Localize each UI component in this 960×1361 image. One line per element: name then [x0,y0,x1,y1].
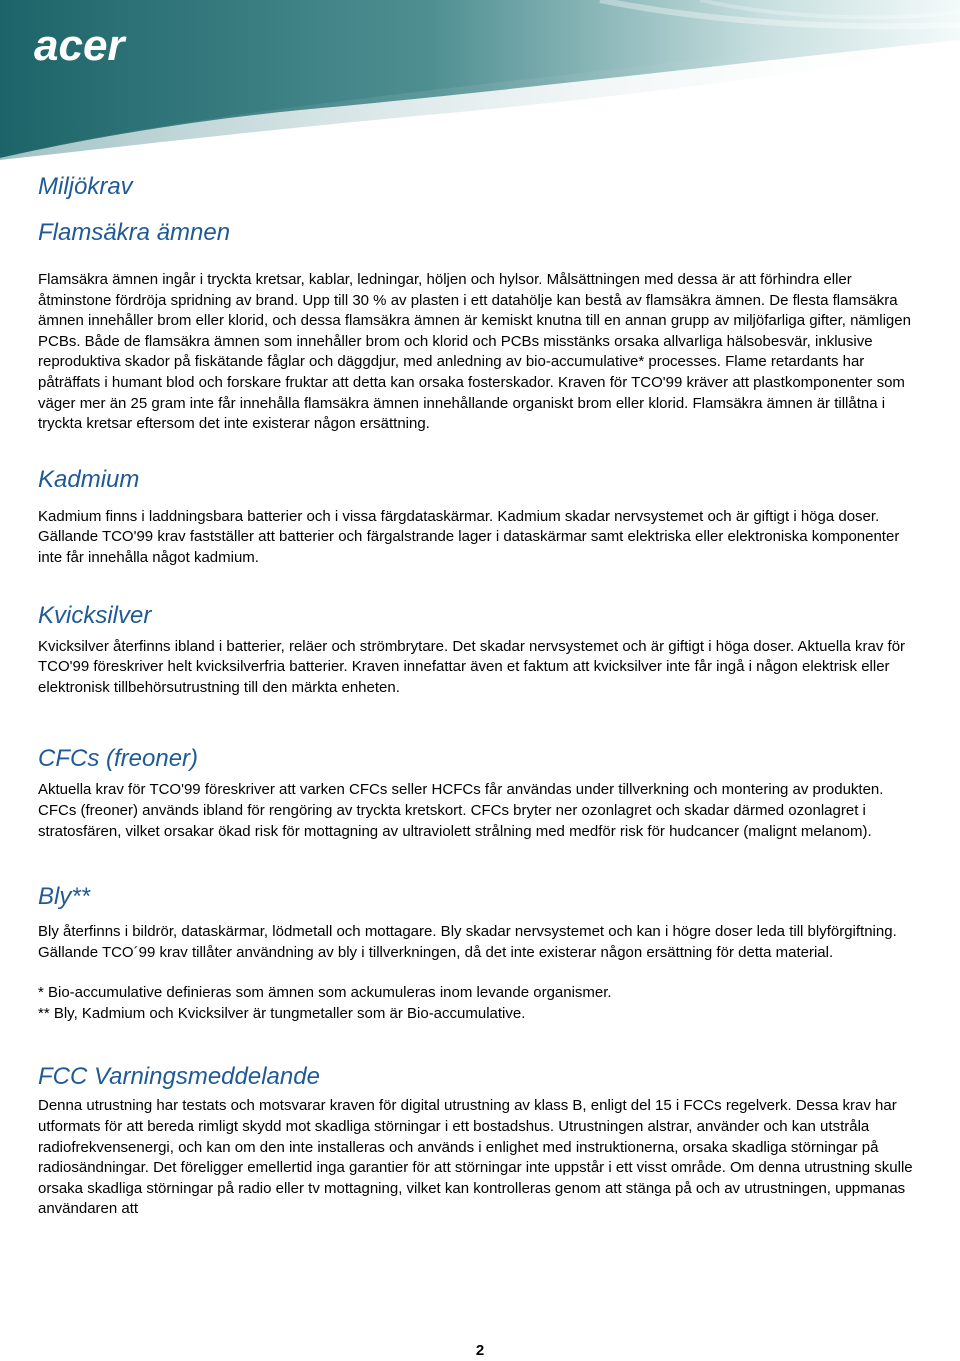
paragraph: Gällande TCO'99 krav fastställer att batterier och färgalstrande lager i dataskärmar samt elektriska eller elektroniska komponenter inte får innehålla något kadmium. [38,528,900,566]
heading-kvicksilver: Kvicksilver [38,601,152,629]
paragraph: Flamsäkra ämnen ingår i tryckta kretsar, kablar, ledningar, höljen och hylsor. Målsättningen med dessa är att förhindra eller åtminstone fördröja spridning av brand. Upp till 30 % av plasten i ett datahölje kan bestå av flamsäkra ämnen. De flesta flamsäkra ämnen innehåller brom eller klorid, och dessa flamsäkra ämnen är kemiskt knutna till en annan grupp av miljöfarliga gifter, nämligen PCBs. Både de flamsäkra ämnen som innehåller brom och klorid och PCBs misstänks orsaka allvarliga hälsobesvär, inklusive reproduktiva skador på fiskätande fåglar och däggdjur, med anledning av bio-accumulative* processes. Flame retardants har påträffats i humant blod och forskare fruktar att detta kan orsaka fosterskador. Kraven för TCO'99 kräver att plastkomponenter som väger mer än 25 gram inte får innehålla flamsäkra ämnen innehållande organiskt brom eller klorid. Flamsäkra ämnen är tillåtna i tryckta kretsar eftersom det inte existerar någon ersättning. [38,271,911,433]
paragraph: Kvicksilver återfinns ibland i batterier, reläer och strömbrytare. Det skadar nervsystemet och är giftigt i höga doser. Aktuella krav för TCO'99 föreskriver helt kvicksilverfria batterier. Kraven innefattar även et faktum att kvicksilver inte får ingå i någon elektrisk eller elektronisk tillbehörsutrustning till den märkta enheten. [38,637,906,696]
header-banner [0,0,960,160]
acer-logo: acer [34,21,125,70]
heading-flamsakra-amnen: Flamsäkra ämnen [38,219,231,246]
page-number: 2 [475,1342,485,1359]
paragraph: CFCs (freoner) används ibland för rengöring av tryckta kretskort. CFCs bryter ner ozonlagret och skadar därmed ozonlagret i stratosfären, vilket orsakar ökad risk för mottagning av ultraviolett strålning med medför risk för hudcancer (malignt melanom). [38,801,872,840]
heading-fcc: FCC Varningsmeddelande [38,1063,320,1091]
footnote: ** Bly, Kadmium och Kvicksilver är tungmetaller som är Bio-accumulative. [38,1004,526,1022]
footnote: * Bio-accumulative definieras som ämnen som ackumuleras inom levande organismer. [38,984,612,1002]
heading-miljokrav: Miljökrav [38,173,133,200]
paragraph: Denna utrustning har testats och motsvarar kraven för digital utrustning av klass B, enligt del 15 i FCCs regelverk. Dessa krav har utformats för att bereda rimligt skydd mot skadliga störningar i ett bostadshus. Utrustningen alstrar, använder och kan utstråla radiofrekvensenergi, och kan om den inte installeras och används i enlighet med instruktionerna, orsaka skadliga störningar på radiosändningar. Det föreligger emellertid inga garantier för att störningar inte uppstår i ett visst område. Om denna utrustning skulle orsaka skadliga störningar på radio eller tv mottagning, vilket kan kontrolleras genom att stänga på och av utrustningen, uppmanas användaren att [38,1097,913,1218]
banner-graphic [0,0,960,160]
heading-cfcs: CFCs (freoner) [38,745,199,773]
paragraph: Aktuella krav för TCO'99 föreskriver att varken CFCs seller HCFCs får användas under tillverkning och montering av produkten. [38,781,884,799]
paragraph: Kadmium finns i laddningsbara batterier och i vissa färgdataskärmar. Kadmium skadar nervsystemet och är giftigt i höga doser. [38,507,880,525]
document-body [38,168,923,1220]
paragraph: Gällande TCO´99 krav tillåter användning av bly i tillverkningen, då det inte existerar någon ersättning för detta material. [38,943,834,961]
paragraph: Bly återfinns i bildrör, dataskärmar, lödmetall och mottagare. Bly skadar nervsystemet och kan i högre doser leda till blyförgiftning. [38,923,897,941]
heading-kadmium: Kadmium [38,465,140,493]
heading-bly: Bly** [38,883,91,911]
